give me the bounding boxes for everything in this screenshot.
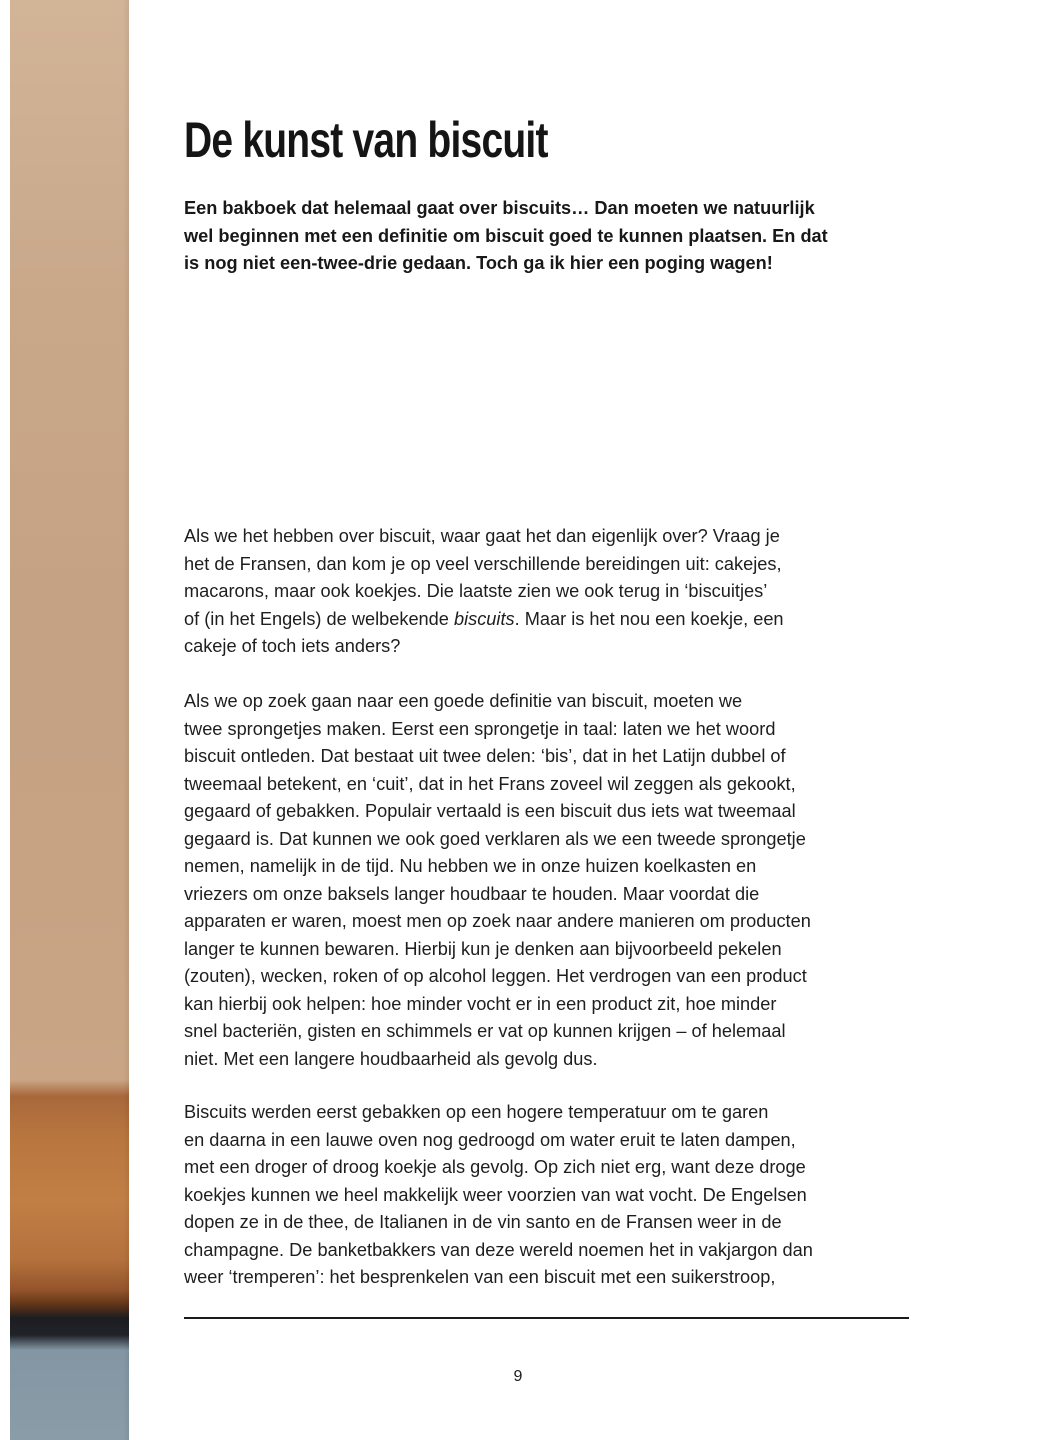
body-line: snel bacteriën, gisten en schimmels er vat op kunnen krijgen – of helemaal [184, 1021, 786, 1041]
body-line: weer ‘tremperen’: het besprenkelen van een biscuit met een suikerstroop, [184, 1267, 776, 1287]
body-line: en daarna in een lauwe oven nog gedroogd om water eruit te laten dampen, [184, 1129, 796, 1150]
intro-line: Een bakboek dat helemaal gaat over biscuits… Dan moeten we natuurlijk [184, 198, 815, 218]
body-line: biscuit ontleden. Dat bestaat uit twee delen: ‘bis’, dat in het Latijn dubbel of [184, 746, 786, 766]
intro-line: wel beginnen met een definitie om biscuit goed te kunnen plaatsen. En dat [184, 225, 828, 246]
footer-divider [184, 1317, 909, 1319]
body-line: (zouten), wecken, roken of op alcohol leggen. Het verdrogen van een product [184, 966, 807, 986]
body-line: gegaard of gebakken. Populair vertaald is een biscuit dus iets wat tweemaal [184, 801, 796, 821]
intro-paragraph [184, 195, 914, 278]
body-line: met een droger of droog koekje als gevolg. Op zich niet erg, want deze droge [184, 1157, 806, 1177]
body-line: koekjes kunnen we heel makkelijk weer voorzien van wat vocht. De Engelsen [184, 1184, 807, 1205]
body-line: Als we op zoek gaan naar een goede definitie van biscuit, moeten we [184, 691, 743, 711]
body-line: macarons, maar ook koekjes. Die laatste zien we ook terug in ‘biscuitjes’ [184, 581, 768, 601]
body-line: twee sprongetjes maken. Eerst een sprongetje in taal: laten we het woord [184, 718, 776, 739]
body-line: Als we het hebben over biscuit, waar gaat het dan eigenlijk over? Vraag je [184, 526, 780, 546]
body-text-segment: . Maar is het nou een koekje, een [514, 608, 784, 629]
body-line: nemen, namelijk in de tijd. Nu hebben we in onze huizen koelkasten en [184, 856, 757, 876]
body-paragraph-1 [184, 523, 914, 661]
body-line: tweemaal betekent, en ‘cuit’, dat in het Frans zoveel wil zeggen als gekookt, [184, 773, 796, 794]
body-line: champagne. De banketbakkers van deze wereld noemen het in vakjargon dan [184, 1239, 813, 1260]
intro-line: is nog niet een-twee-drie gedaan. Toch ga ik hier een poging wagen! [184, 253, 773, 273]
body-line: langer te kunnen bewaren. Hierbij kun je denken aan bijvoorbeeld pekelen [184, 938, 782, 959]
body-line [184, 606, 914, 634]
page-title: De kunst van biscuit [184, 112, 548, 168]
italic-term: biscuits [453, 608, 515, 629]
decorative-photo-strip [10, 0, 129, 1440]
body-line: kan hierbij ook helpen: hoe minder vocht er in een product zit, hoe minder [184, 993, 777, 1014]
body-paragraph-3 [184, 1099, 914, 1292]
body-line: gegaard is. Dat kunnen we ook goed verklaren als we een tweede sprongetje [184, 828, 806, 849]
body-line: dopen ze in de thee, de Italianen in de vin santo en de Fransen weer in de [184, 1212, 782, 1232]
body-line: Biscuits werden eerst gebakken op een hogere temperatuur om te garen [184, 1102, 769, 1122]
body-line: vriezers om onze baksels langer houdbaar te houden. Maar voordat die [184, 883, 760, 904]
page-number: 9 [513, 1368, 523, 1385]
body-line: cakeje of toch iets anders? [184, 636, 401, 656]
body-line: niet. Met een langere houdbaarheid als gevolg dus. [184, 1048, 598, 1069]
body-line: apparaten er waren, moest men op zoek naar andere manieren om producten [184, 911, 811, 931]
body-line: het de Fransen, dan kom je op veel verschillende bereidingen uit: cakejes, [184, 553, 782, 574]
body-paragraph-2 [184, 688, 914, 1073]
body-text-segment: of (in het Engels) de welbekende [184, 608, 454, 629]
